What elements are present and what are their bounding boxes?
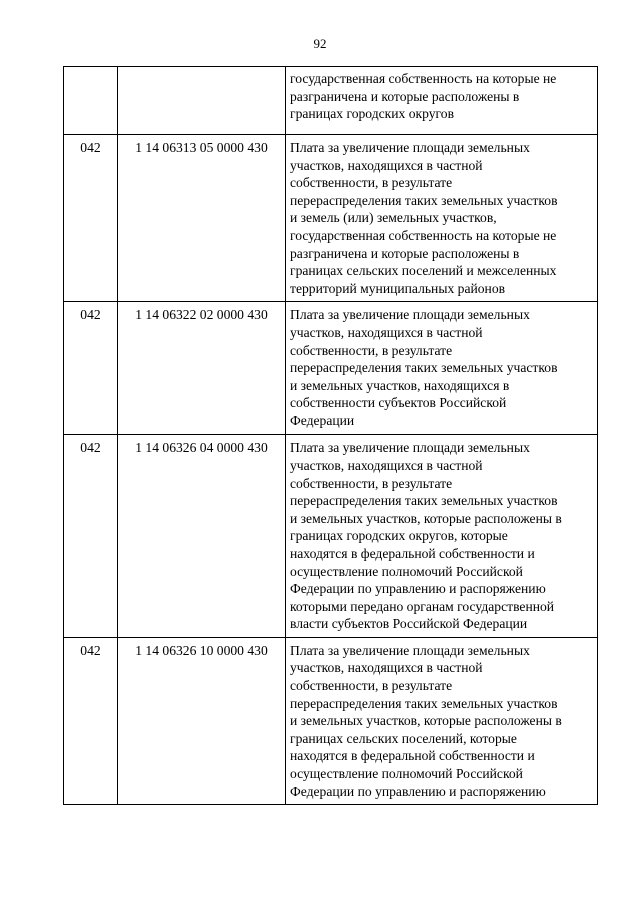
table-row	[64, 302, 598, 435]
description-line: осуществление полномочий Российской	[290, 766, 523, 782]
description-line: собственности субъектов Российской	[290, 395, 507, 411]
income-description-cell	[286, 637, 598, 804]
revenue-codes-table	[63, 66, 598, 805]
budget-classification-code-cell: 1 14 06322 02 0000 430	[118, 302, 286, 435]
table-row	[64, 67, 598, 135]
description-line: государственная собственность на которые не	[290, 227, 557, 243]
description-line: Федерации	[290, 412, 355, 428]
description-line: разграничена и которые расположены в	[290, 88, 520, 104]
description-line: Плата за увеличение площади земельных	[290, 440, 530, 456]
description-line: власти субъектов Российской Федерации	[290, 616, 528, 632]
description-line: находятся в федеральной собственности и	[290, 545, 535, 561]
description-line: границах городских округов	[290, 106, 454, 122]
description-line: собственности, в результате	[290, 175, 453, 191]
table-row	[64, 435, 598, 638]
description-line: границах сельских поселений, которые	[290, 730, 517, 746]
budget-classification-code-cell: 1 14 06326 04 0000 430	[118, 435, 286, 638]
description-line: собственности, в результате	[290, 678, 453, 694]
description-line: собственности, в результате	[290, 342, 453, 358]
description-line: границах городских округов, которые	[290, 528, 508, 544]
administrator-code-cell: 042	[64, 637, 118, 804]
budget-classification-code-cell	[118, 67, 286, 135]
administrator-code-cell	[64, 67, 118, 135]
description-line: участков, находящихся в частной	[290, 324, 483, 340]
description-line: разграничена и которые расположены в	[290, 245, 520, 261]
table-row	[64, 637, 598, 804]
description-line: участков, находящихся в частной	[290, 660, 483, 676]
description-line: участков, находящихся в частной	[290, 457, 483, 473]
income-description-cell	[286, 302, 598, 435]
description-line: и земельных участков, которые расположены в	[290, 713, 562, 729]
description-line: и земель (или) земельных участков,	[290, 210, 497, 226]
description-line: Плата за увеличение площади земельных	[290, 307, 530, 323]
description-line: и земельных участков, находящихся в	[290, 377, 510, 393]
description-line: которыми передано органам государственной	[290, 598, 555, 614]
description-line: Федерации по управлению и распоряжению	[290, 783, 546, 799]
description-line: осуществление полномочий Российской	[290, 563, 523, 579]
administrator-code-cell: 042	[64, 302, 118, 435]
description-line: перераспределения таких земельных участков	[290, 360, 558, 376]
description-line: перераспределения таких земельных участков	[290, 192, 558, 208]
budget-classification-code-cell: 1 14 06326 10 0000 430	[118, 637, 286, 804]
administrator-code-cell: 042	[64, 435, 118, 638]
administrator-code-cell: 042	[64, 135, 118, 302]
description-line: находятся в федеральной собственности и	[290, 748, 535, 764]
table-row	[64, 135, 598, 302]
description-line: собственности, в результате	[290, 475, 453, 491]
income-description-cell	[286, 135, 598, 302]
description-line: территорий муниципальных районов	[290, 280, 506, 296]
description-line: Плата за увеличение площади земельных	[290, 140, 530, 155]
description-line: Плата за увеличение площади земельных	[290, 642, 530, 658]
description-line: участков, находящихся в частной	[290, 157, 483, 173]
income-description-cell	[286, 435, 598, 638]
description-line: Федерации по управлению и распоряжению	[290, 581, 546, 597]
description-line: государственная собственность на которые не	[290, 71, 557, 86]
description-line: перераспределения таких земельных участков	[290, 493, 558, 509]
budget-classification-code-cell: 1 14 06313 05 0000 430	[118, 135, 286, 302]
income-description-cell	[286, 67, 598, 135]
description-line: перераспределения таких земельных участков	[290, 695, 558, 711]
description-line: границах сельских поселений и межселенных	[290, 263, 557, 279]
page-number: 92	[313, 36, 327, 51]
description-line: и земельных участков, которые расположены в	[290, 510, 562, 526]
